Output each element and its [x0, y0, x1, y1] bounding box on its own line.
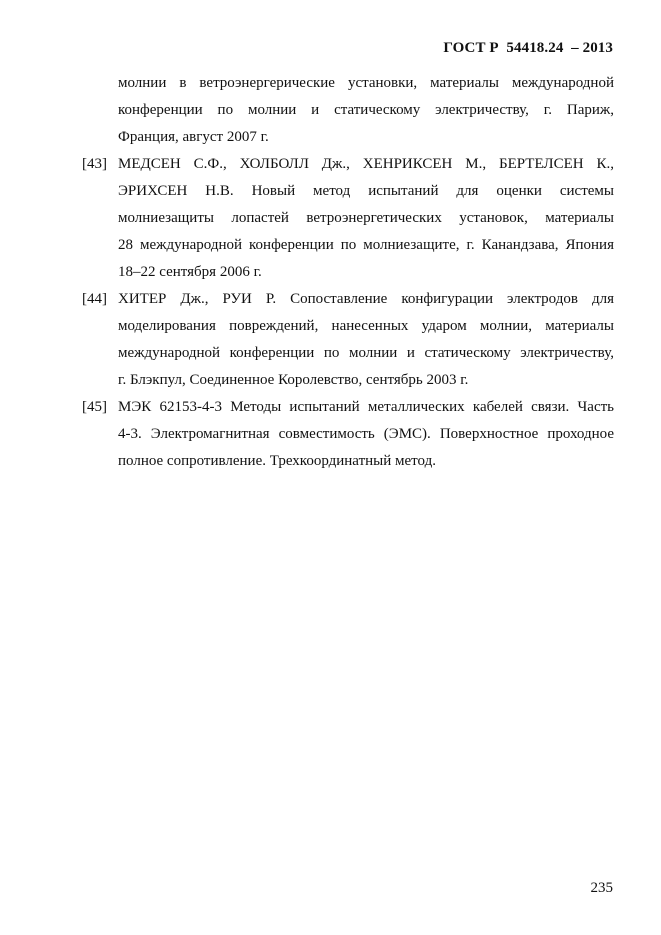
reference-number: [43]	[82, 156, 107, 172]
reference-line: ХИТЕР Дж., РУИ Р. Сопоставление конфигурации электродов для	[118, 291, 614, 307]
reference-43	[82, 151, 614, 286]
reference-line: моделирования повреждений, нанесенных ударом молнии, материалы	[118, 318, 614, 334]
reference-line: Франция, август 2007 г.	[118, 129, 269, 145]
reference-line: 4-3. Электромагнитная совместимость (ЭМС). Поверхностное проходное	[118, 426, 614, 442]
reference-44	[82, 286, 614, 394]
document-header: ГОСТ Р 54418.24 – 2013	[443, 40, 613, 56]
reference-line: МЭК 62153-4-3 Методы испытаний металлических кабелей связи. Часть	[118, 399, 614, 415]
reference-continued	[118, 70, 614, 151]
reference-line: г. Блэкпул, Соединенное Королевство, сентябрь 2003 г.	[118, 372, 469, 388]
reference-45	[82, 394, 614, 475]
reference-line: 28 международной конференции по молниезащите, г. Канандзава, Япония	[118, 237, 614, 253]
reference-line: полное сопротивление. Трехкоординатный метод.	[118, 453, 436, 469]
reference-number: [44]	[82, 291, 107, 307]
reference-line: молниезащиты лопастей ветроэнергетических установок, материалы	[118, 210, 614, 226]
reference-line: конференции по молнии и статическому электричеству, г. Париж,	[118, 102, 614, 118]
reference-line: молнии в ветроэнергерические установки, материалы международной	[118, 75, 614, 91]
page-number: 235	[590, 880, 613, 896]
reference-line: ЭРИХСЕН Н.В. Новый метод испытаний для оценки системы	[118, 183, 614, 199]
reference-line: 18–22 сентября 2006 г.	[118, 264, 262, 280]
reference-line: МЕДСЕН С.Ф., ХОЛБОЛЛ Дж., ХЕНРИКСЕН М., БЕРТЕЛСЕН К.,	[118, 156, 614, 172]
reference-number: [45]	[82, 399, 107, 415]
reference-line: международной конференции по молнии и статическому электричеству,	[118, 345, 614, 361]
reference-list	[82, 70, 614, 475]
